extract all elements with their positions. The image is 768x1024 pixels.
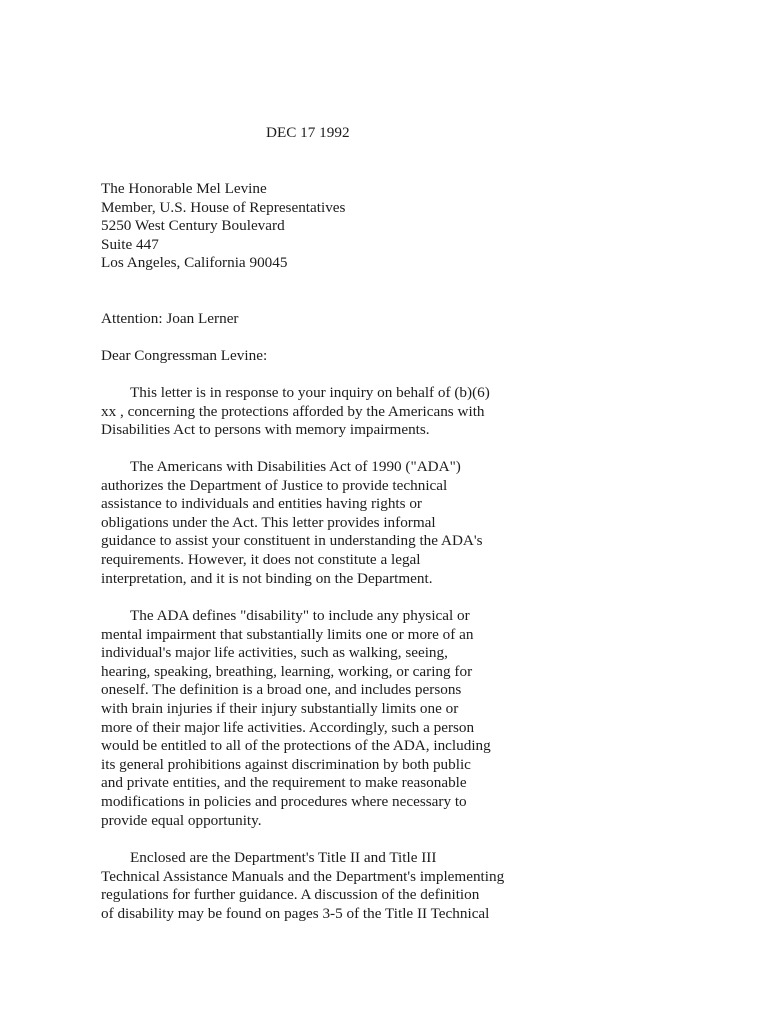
paragraph-line: oneself. The definition is a broad one, and includes persons [101,681,462,699]
address-line: The Honorable Mel Levine [101,180,267,197]
paragraph-line: modifications in policies and procedures where necessary to [101,792,467,810]
paragraph-line: The ADA defines "disability" to include any physical or [130,607,470,624]
letter-date: DEC 17 1992 [266,124,350,141]
paragraph-line: interpretation, and it is not binding on the Department. [101,569,433,587]
paragraph-line: Technical Assistance Manuals and the Department's implementing [101,867,505,885]
paragraph-line: provide equal opportunity. [101,811,262,829]
paragraph-line: individual's major life activities, such as walking, seeing, [101,644,448,662]
paragraph-line: guidance to assist your constituent in understanding the ADA's [101,532,483,550]
address-line: 5250 West Century Boulevard [101,217,285,235]
paragraph-line: regulations for further guidance. A discussion of the definition [101,886,480,904]
paragraph-line: xx , concerning the protections afforded by the Americans with [101,402,485,420]
paragraph-line: with brain injuries if their injury substantially limits one or [101,699,459,717]
salutation [101,347,267,366]
paragraph-line: mental impairment that substantially limits one or more of an [101,625,474,643]
paragraph-ada-authority [101,458,483,588]
paragraph-line: The Americans with Disabilities Act of 1990 ("ADA") [130,458,461,475]
paragraph-line: Enclosed are the Department's Title II and Title III [130,849,437,866]
salutation-text: Dear Congressman Levine: [101,347,268,364]
paragraph-line: Disabilities Act to persons with memory impairments. [101,421,430,439]
paragraph-disability-definition [101,607,491,830]
attention-line [101,310,239,329]
paragraph-line: would be entitled to all of the protections of the ADA, including [101,737,491,755]
address-line: Los Angeles, California 90045 [101,254,288,272]
paragraph-line: obligations under the Act. This letter provides informal [101,513,436,531]
address-line: Suite 447 [101,235,159,253]
paragraph-enclosures [101,849,504,923]
paragraph-line: hearing, speaking, breathing, learning, working, or caring for [101,662,473,680]
paragraph-inquiry [101,384,490,440]
recipient-address [101,180,345,273]
paragraph-line: assistance to individuals and entities having rights or [101,495,422,513]
paragraph-line: its general prohibitions against discrimination by both public [101,755,471,773]
attention-text: Attention: Joan Lerner [101,310,239,327]
paragraph-line: authorizes the Department of Justice to provide technical [101,476,448,494]
paragraph-line: and private entities, and the requirement to make reasonable [101,774,467,792]
address-line: Member, U.S. House of Representatives [101,198,346,216]
paragraph-line: This letter is in response to your inquiry on behalf of (b)(6) [130,384,490,401]
paragraph-line: requirements. However, it does not constitute a legal [101,550,421,568]
paragraph-line: more of their major life activities. Accordingly, such a person [101,718,475,736]
paragraph-line: of disability may be found on pages 3-5 of the Title II Technical [101,904,490,922]
